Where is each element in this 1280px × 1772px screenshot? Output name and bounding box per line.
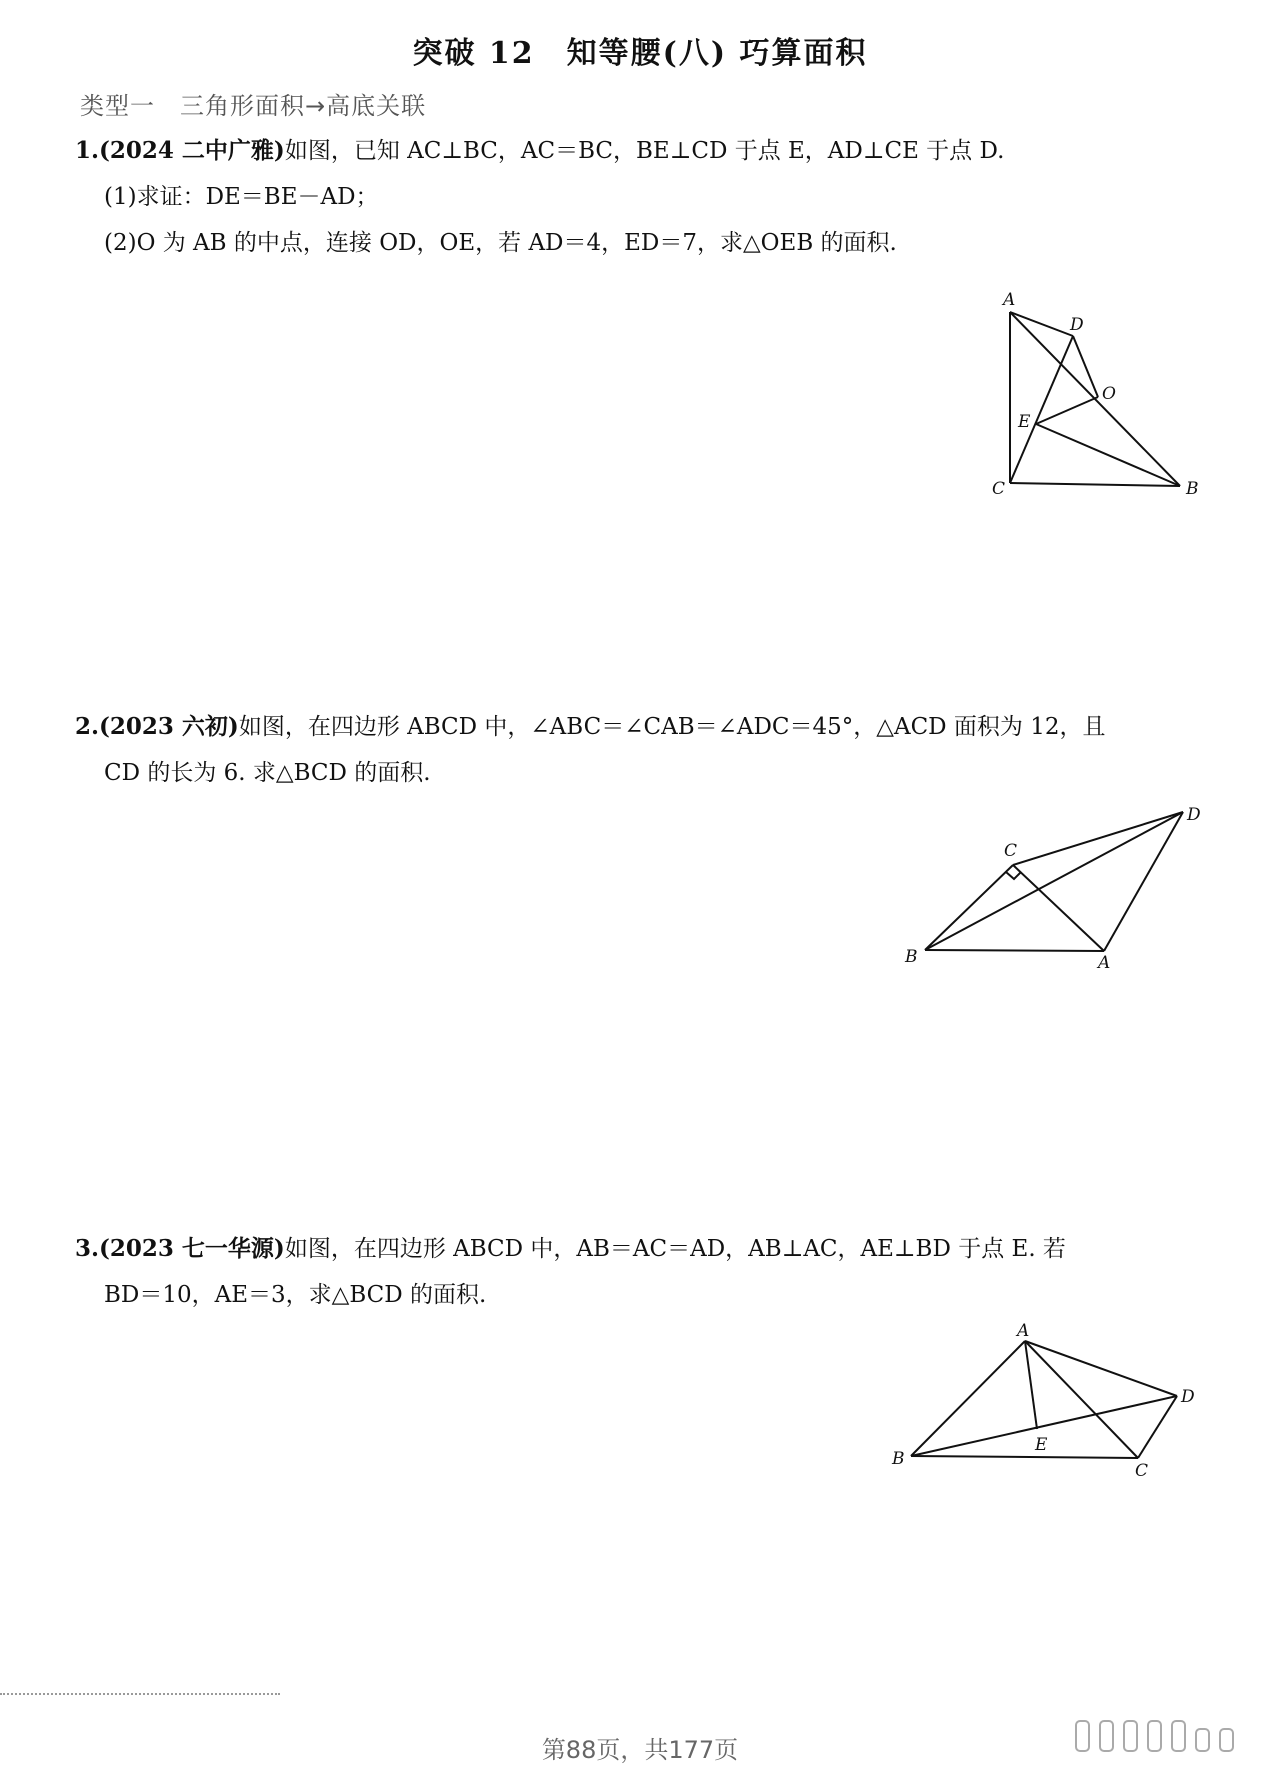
segment-EB <box>1036 424 1180 486</box>
label-B: B <box>892 1449 905 1469</box>
label-D: D <box>1181 1387 1195 1407</box>
footer-divider <box>0 1693 280 1695</box>
segment-BA <box>925 950 1104 951</box>
problem-2-statement <box>75 712 1106 742</box>
label-A: A <box>1098 953 1111 973</box>
problem-2-number: 2. <box>75 713 100 740</box>
problem-1-statement <box>75 136 1004 166</box>
label-A: A <box>1003 290 1016 310</box>
binding-mark <box>1123 1720 1138 1752</box>
segment-AD <box>1025 1341 1177 1396</box>
problem-3-figure <box>880 1320 1210 1480</box>
label-D: D <box>1070 315 1084 335</box>
label-E: E <box>1018 412 1031 432</box>
label-D: D <box>1187 805 1201 825</box>
problem-1-part-2: (2)O 为 AB 的中点，连接 OD，OE，若 AD＝4，ED＝7，求△OEB 的面积. <box>104 230 897 256</box>
problem-3-source: (2023 七一华源) <box>99 1235 285 1262</box>
problem-1-number: 1. <box>75 137 100 164</box>
binding-mark <box>1075 1720 1090 1752</box>
binding-mark <box>1171 1720 1186 1752</box>
section-header: 类型一 三角形面积→高底关联 <box>80 92 427 120</box>
problem-3-line-2: BD＝10，AE＝3，求△BCD 的面积. <box>104 1282 487 1308</box>
label-O: O <box>1102 384 1116 404</box>
segment-AE <box>1025 1341 1037 1429</box>
problem-1-line-1: 如图，已知 AC⊥BC，AC＝BC，BE⊥CD 于点 E，AD⊥CE 于点 D. <box>284 138 1005 164</box>
label-A: A <box>1017 1321 1030 1341</box>
problem-2-figure <box>895 800 1215 980</box>
label-C: C <box>992 479 1006 499</box>
label-C: C <box>1004 841 1018 861</box>
label-E: E <box>1035 1435 1048 1455</box>
binding-mark <box>1195 1728 1210 1752</box>
binding-marks <box>1075 1716 1234 1752</box>
segment-AD <box>1010 312 1073 336</box>
problem-2-source: (2023 六初) <box>99 713 239 740</box>
segment-CD <box>1010 336 1073 483</box>
segment-BC <box>911 1456 1138 1458</box>
segment-DC <box>1138 1396 1177 1458</box>
binding-mark <box>1147 1720 1162 1752</box>
segment-CB <box>1010 483 1180 486</box>
problem-1-source: (2024 二中广雅) <box>99 137 285 164</box>
label-C: C <box>1135 1461 1149 1481</box>
binding-mark <box>1219 1728 1234 1752</box>
problem-1-part-1: (1)求证：DE＝BE－AD； <box>104 184 379 210</box>
label-B: B <box>1186 479 1199 499</box>
binding-mark <box>1099 1720 1114 1752</box>
page-footer: 第88页，共177页 <box>541 1736 739 1764</box>
problem-2-line-2: CD 的长为 6. 求△BCD 的面积. <box>104 760 431 786</box>
problem-1-figure <box>980 285 1200 505</box>
problem-3-line-1: 如图，在四边形 ABCD 中，AB＝AC＝AD，AB⊥AC，AE⊥BD 于点 E. 若 <box>284 1236 1066 1262</box>
right-angle-mark-C <box>1006 872 1021 879</box>
problem-3-number: 3. <box>75 1235 100 1262</box>
problem-2-line-1: 如图，在四边形 ABCD 中，∠ABC＝∠CAB＝∠ADC＝45°，△ACD 面积为 12，且 <box>238 714 1106 740</box>
problem-3-statement <box>75 1234 1066 1264</box>
segment-BC <box>925 865 1013 950</box>
segment-AB <box>911 1341 1025 1456</box>
page-title: 突破 12 知等腰(八) 巧算面积 <box>412 36 868 71</box>
label-B: B <box>905 947 918 967</box>
